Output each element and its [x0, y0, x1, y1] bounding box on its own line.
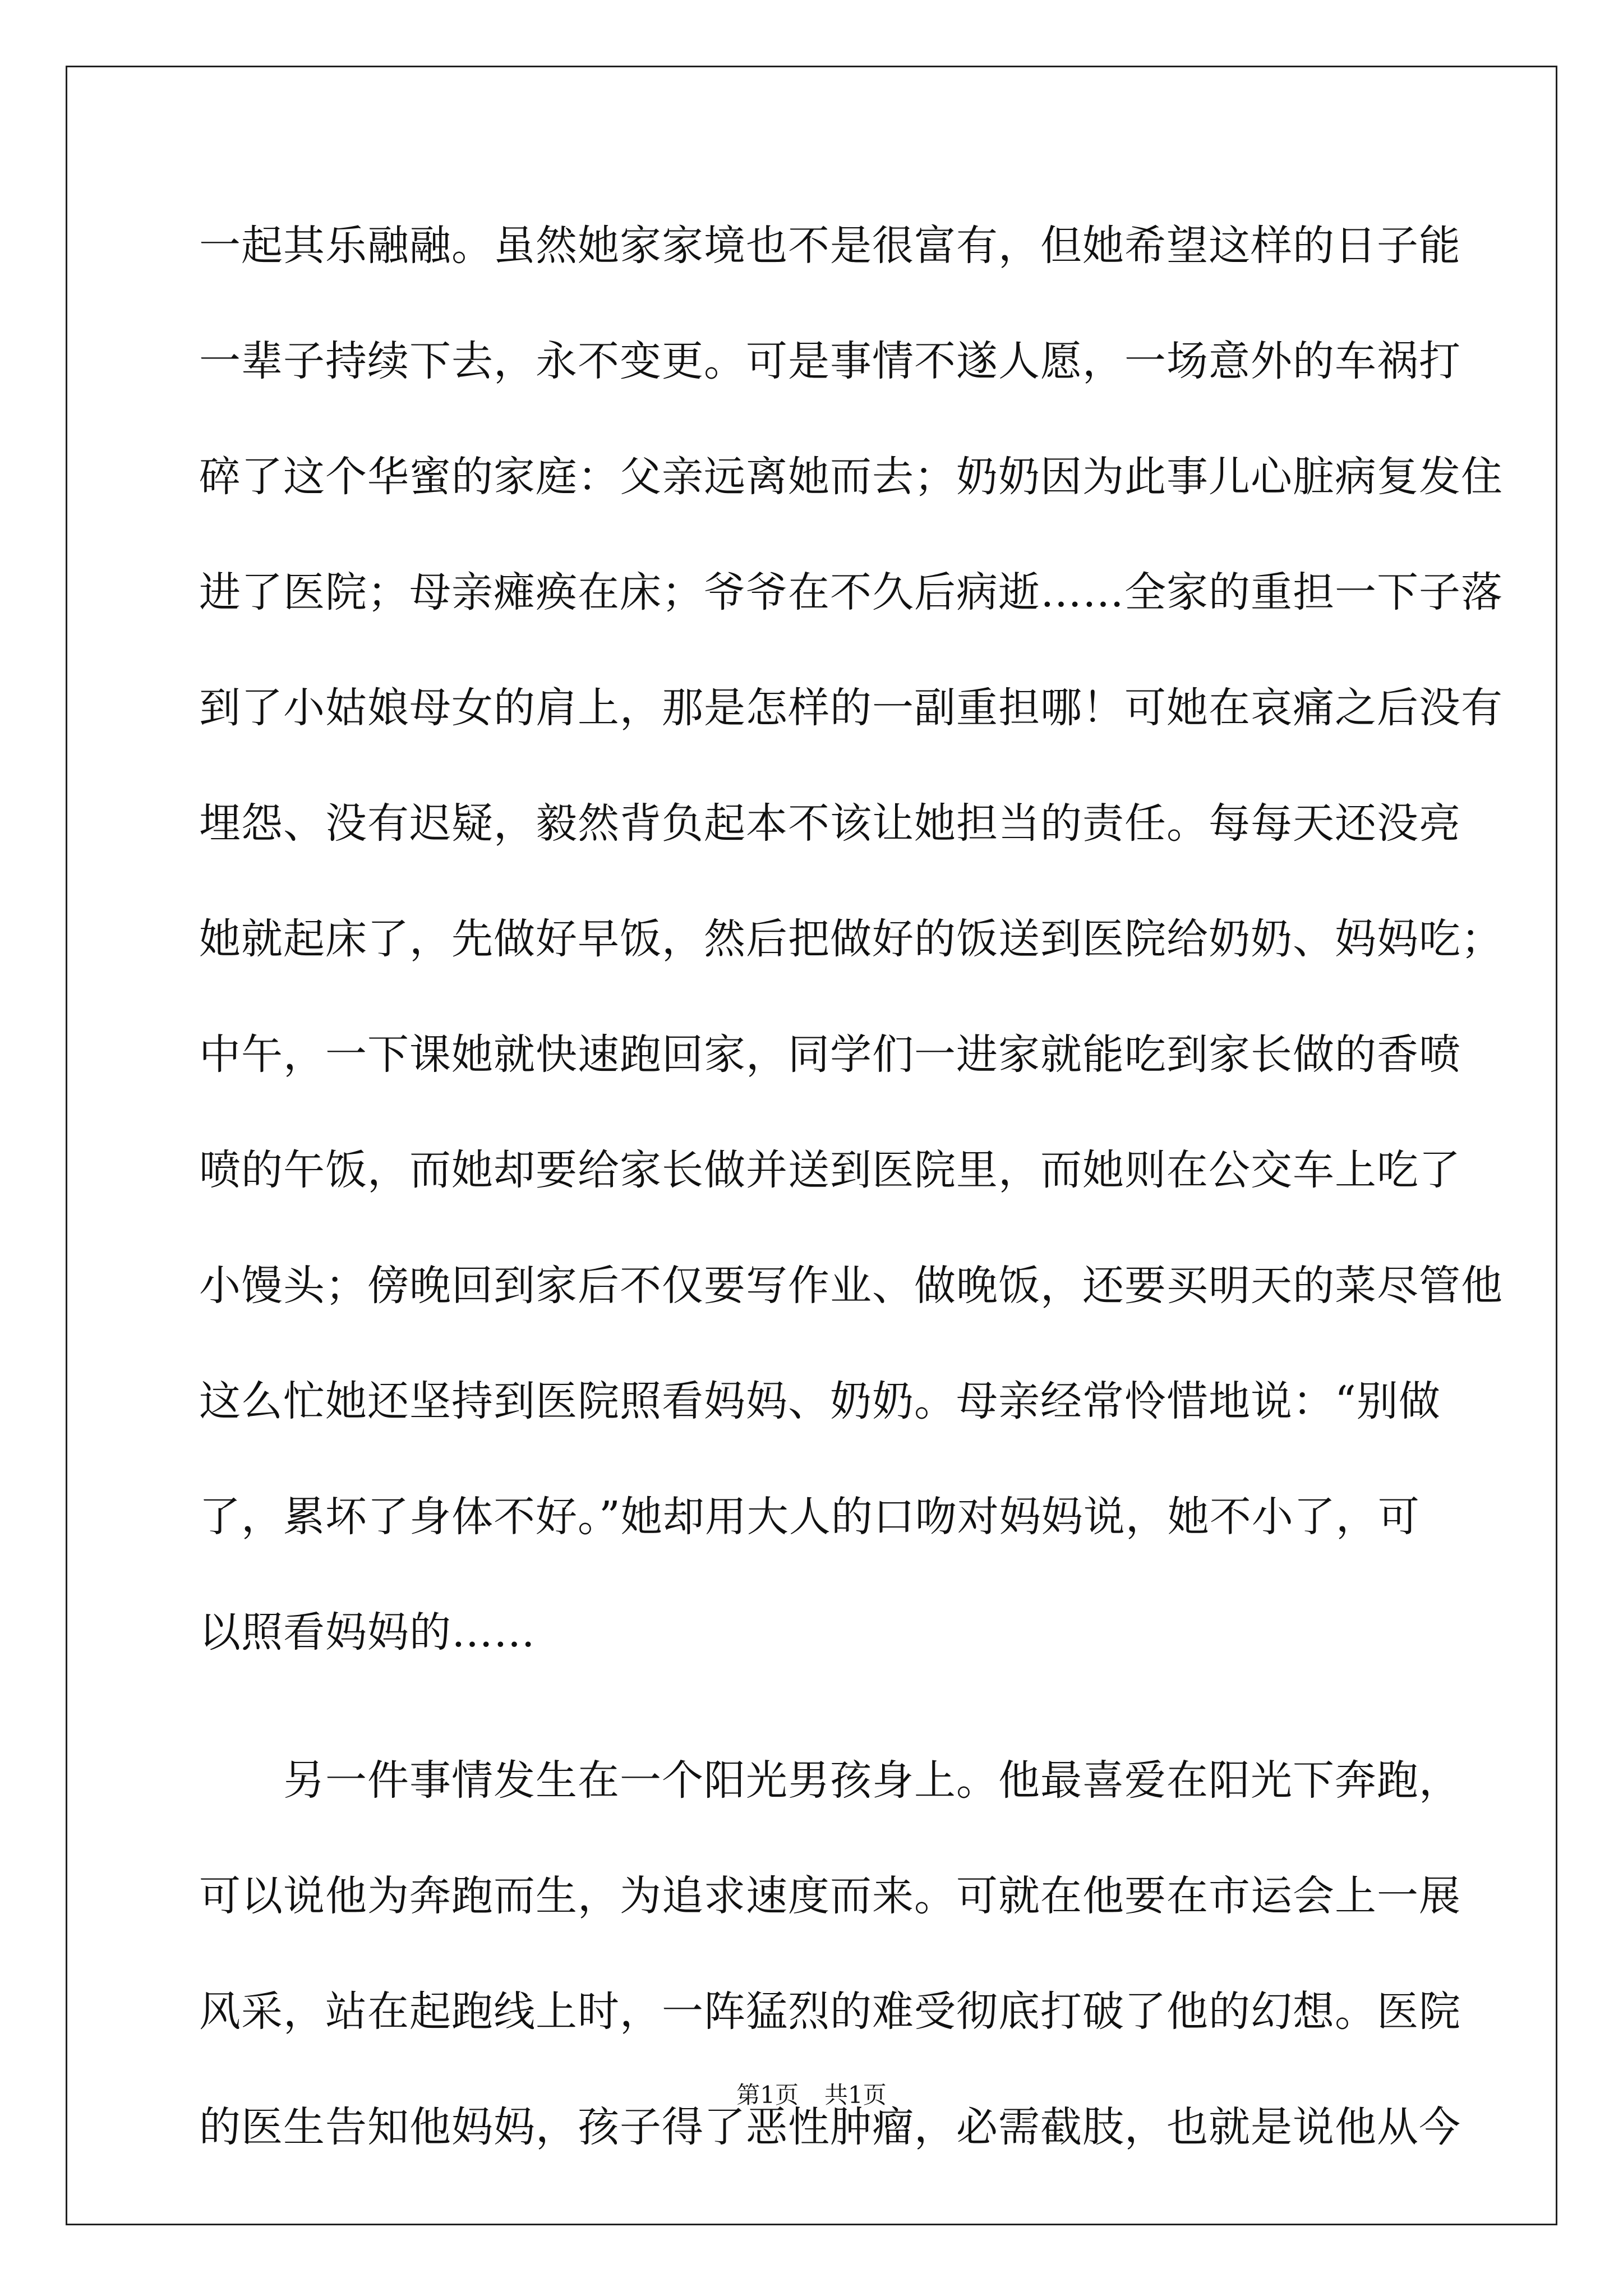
page-number: 第1页 [736, 2081, 799, 2109]
text-line: 到了小姑娘母女的肩上，那是怎样的一副重担哪！可她在哀痛之后没有 [199, 684, 1503, 732]
page-footer [0, 2078, 1623, 2112]
page-total: 共1页 [824, 2081, 887, 2109]
text-line: 另一件事情发生在一个阳光男孩身上。他最喜爱在阳光下奔跑， [283, 1756, 1461, 1805]
text-line: 小馒头；傍晚回到家后不仅要写作业、做晚饭，还要买明天的菜尽管他 [199, 1262, 1503, 1310]
paragraph-2 [199, 1751, 1461, 2213]
text-line: 这么忙她还坚持到医院照看妈妈、奶奶。母亲经常怜惜地说：“别做 [199, 1377, 1441, 1425]
text-line: 可以说他为奔跑而生，为追求速度而来。可就在他要在市运会上一展 [199, 1872, 1461, 1920]
text-line: 以照看妈妈的…… [199, 1608, 536, 1657]
text-line: 了，累坏了身体不好。”她却用大人的口吻对妈妈说，她不小了，可 [199, 1493, 1420, 1541]
text-line: 一起其乐融融。虽然她家家境也不是很富有，但她希望这样的日子能 [199, 222, 1461, 270]
paragraph-gap [199, 1718, 1433, 1751]
text-line: 风采，站在起跑线上时，一阵猛烈的难受彻底打破了他的幻想。医院 [199, 1987, 1461, 2036]
text-line: 的医生告知他妈妈，孩子得了恶性肿瘤，必需截肢，也就是说他从今 [199, 2103, 1461, 2151]
text-line: 埋怨、没有迟疑，毅然背负起本不该让她担当的责任。每每天还没亮 [199, 799, 1461, 848]
paragraph-1 [199, 216, 1503, 1718]
text-line: 一辈子持续下去，永不变更。可是事情不遂人愿，一场意外的车祸打 [199, 337, 1461, 385]
text-line: 进了医院；母亲瘫痪在床；爷爷在不久后病逝……全家的重担一下子落 [199, 568, 1503, 616]
document-body [199, 216, 1503, 2213]
text-line: 喷的午饭，而她却要给家长做并送到医院里，而她则在公交车上吃了 [199, 1146, 1461, 1194]
text-line: 她就起床了，先做好早饭，然后把做好的饭送到医院给奶奶、妈妈吃； [199, 915, 1503, 963]
text-line: 中午，一下课她就快速跑回家，同学们一进家就能吃到家长做的香喷 [199, 1030, 1461, 1079]
text-line: 碎了这个华蜜的家庭：父亲远离她而去；奶奶因为此事儿心脏病复发住 [199, 453, 1503, 501]
